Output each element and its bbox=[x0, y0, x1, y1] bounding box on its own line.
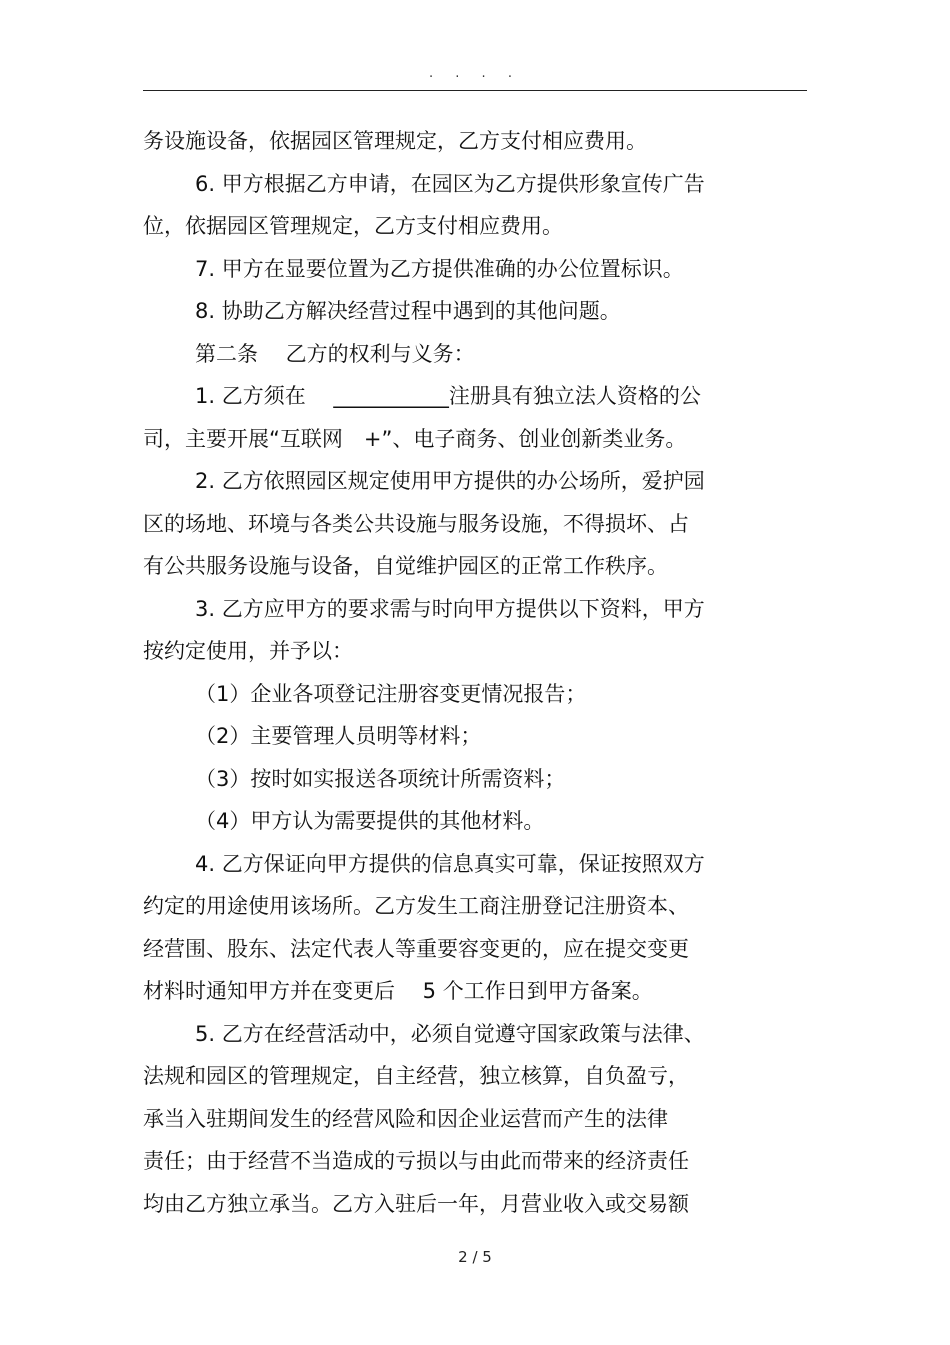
text-line: 1. 乙方须在 ___________注册具有独立法人资格的公 bbox=[195, 384, 701, 408]
text-line: 按约定使用，并予以： bbox=[143, 639, 353, 663]
text-line: 5. 乙方在经营活动中，必须自觉遵守国家政策与法律、 bbox=[195, 1021, 705, 1046]
text-line: 区的场地、环境与各类公共设施与服务设施，不得损坏、占 bbox=[143, 511, 689, 536]
text-line: （4）甲方认为需要提供的其他材料。 bbox=[195, 809, 545, 833]
text-line: 6. 甲方根据乙方申请，在园区为乙方提供形象宣传广告 bbox=[195, 171, 705, 196]
text-line: 承当入驻期间发生的经营风险和因企业运营而产生的法律 bbox=[143, 1106, 668, 1131]
header-dots: . . . . bbox=[429, 66, 521, 81]
text-line: 位，依据园区管理规定，乙方支付相应费用。 bbox=[143, 214, 563, 238]
text-line: 法规和园区的管理规定，自主经营，独立核算，自负盈亏， bbox=[143, 1064, 689, 1088]
text-line: （2）主要管理人员明等材料； bbox=[195, 724, 482, 748]
header-rule bbox=[143, 90, 807, 91]
text-line: 8. 协助乙方解决经营过程中遇到的其他问题。 bbox=[195, 299, 621, 323]
text-line: 责任；由于经营不当造成的亏损以与由此而带来的经济责任 bbox=[143, 1149, 689, 1173]
text-line: （1）企业各项登记注册容变更情况报告； bbox=[195, 681, 587, 706]
text-line: 均由乙方独立承当。乙方入驻后一年，月营业收入或交易额 bbox=[143, 1191, 689, 1216]
document-body bbox=[143, 120, 763, 1225]
page-number: 2 / 5 bbox=[458, 1248, 492, 1266]
text-line: 4. 乙方保证向甲方提供的信息真实可靠，保证按照双方 bbox=[195, 851, 705, 876]
text-line: 司，主要开展“互联网 +”、电子商务、创业创新类业务。 bbox=[143, 426, 687, 451]
text-line: 务设施设备，依据园区管理规定，乙方支付相应费用。 bbox=[143, 129, 647, 153]
text-line: 7. 甲方在显要位置为乙方提供准确的办公位置标识。 bbox=[195, 256, 684, 281]
text-line: 约定的用途使用该场所。乙方发生工商注册登记注册资本、 bbox=[143, 894, 689, 918]
text-line: 经营围、股东、法定代表人等重要容变更的，应在提交变更 bbox=[143, 936, 689, 961]
text-line: 有公共服务设施与设备，自觉维护园区的正常工作秩序。 bbox=[143, 554, 668, 578]
text-line: 2. 乙方依照园区规定使用甲方提供的办公场所，爱护园 bbox=[195, 469, 705, 493]
text-line: 材料时通知甲方并在变更后 5 个工作日到甲方备案。 bbox=[143, 979, 653, 1003]
text-line: （3）按时如实报送各项统计所需资料； bbox=[195, 766, 566, 791]
text-line: 3. 乙方应甲方的要求需与时向甲方提供以下资料，甲方 bbox=[195, 596, 705, 621]
text-line: 第二条 乙方的权利与义务： bbox=[195, 341, 475, 366]
